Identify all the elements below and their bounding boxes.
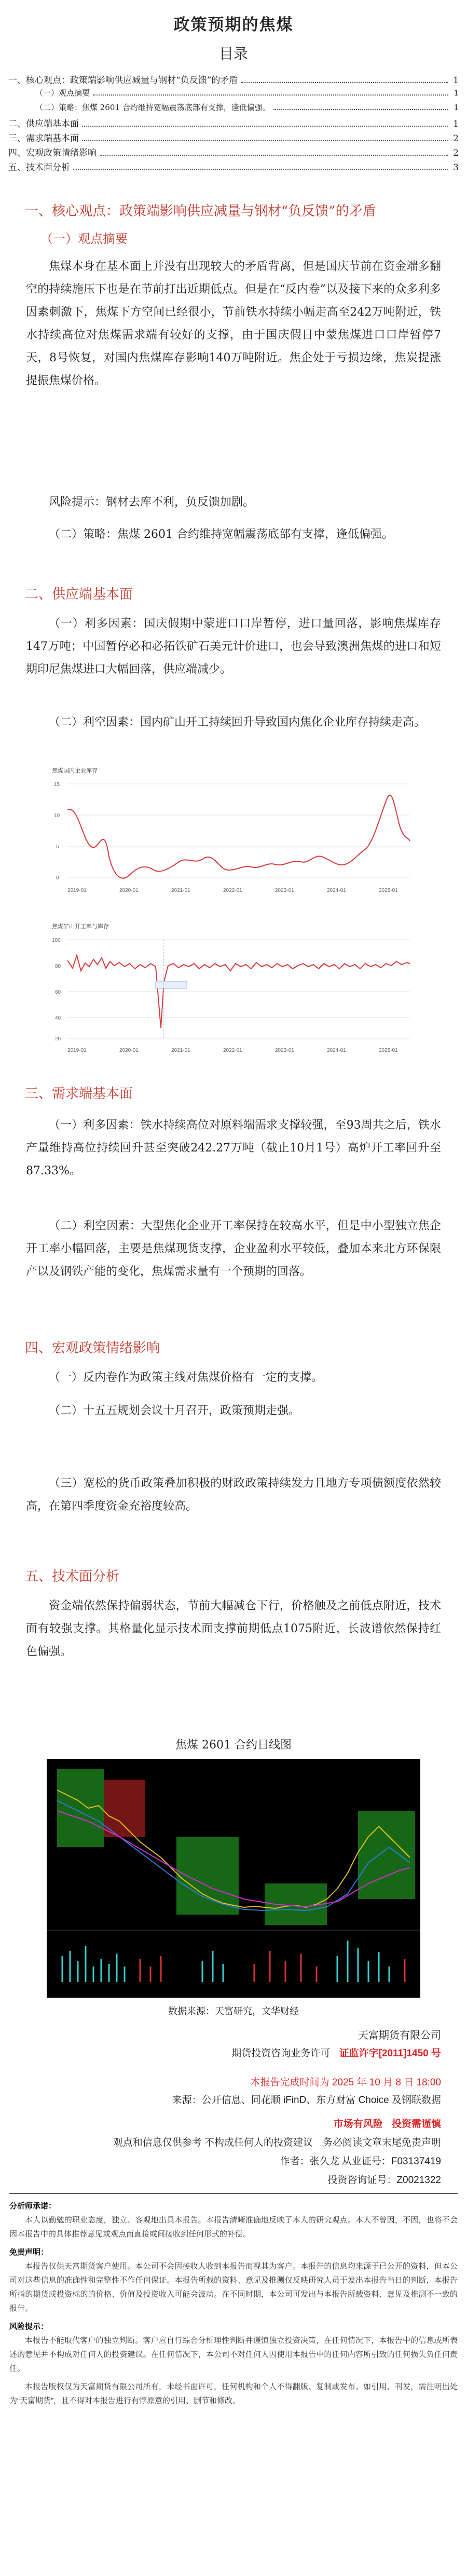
- toc-item[interactable]: 二、供应端基本面 1: [8, 119, 459, 129]
- strategy-paragraph: （二）策略：焦煤 2601 合约维持宽幅震荡底部有支撑，逢低偏强。: [49, 528, 393, 541]
- section-heading-supply: 二、供应端基本面: [25, 587, 133, 602]
- tooltip-box: [156, 981, 187, 988]
- section-heading-technical: 五、技术面分析: [25, 1569, 120, 1584]
- toc-item[interactable]: 四、宏观政策情绪影响 2: [8, 148, 459, 158]
- divider: [9, 2193, 458, 2194]
- kline-source: 数据来源：天富研究，文华财经: [168, 2006, 299, 2016]
- demand-positive-paragraph: （一）利多因素：铁水持续高位对原料端需求支撑较强，至93周共之后，铁水产量维持高位持续回升甚至突破242.27万吨（截止10月1号）高炉开工率回升至87.33%。: [26, 1119, 441, 1177]
- company-name: 天富期货有限公司: [358, 2030, 441, 2041]
- table-of-contents: [8, 73, 459, 174]
- license-line: 期货投资咨询业务许可 证监许字[2011]1450 号: [231, 2048, 441, 2059]
- consult-line: 投资咨询证号：Z0021322: [327, 2175, 441, 2186]
- section-heading-demand: 三、需求端基本面: [25, 1086, 133, 1102]
- x-tick: 2020-01: [119, 1048, 139, 1053]
- x-tick: 2020-01: [119, 888, 139, 893]
- toc-heading: 目录: [218, 45, 248, 62]
- risk-paragraph: 风险提示：钢材去库不利，负反馈加剧。: [49, 496, 255, 509]
- data-source: 来源：公开信息、同花顺 iFinD、东方财富 Choice 及钢联数据: [172, 2095, 441, 2106]
- macro-paragraph-2: （二）十五五规划会议十月召开，政策预期走强。: [49, 1404, 300, 1417]
- kline-caption: 焦煤 2601 合约日线图: [175, 1739, 292, 1752]
- analyst-commitment-text: 本人以勤勉的职业态度，独立、客观地出具本报告。本报告清晰准确地反映了本人的研究观点。本人不曾因，不因，也将不会因本报告中的具体推荐意见或观点而直接或间接收到任何形式的补偿。: [9, 2216, 458, 2239]
- disclaimer-section: [9, 2199, 458, 2412]
- y-tick: 5: [56, 844, 59, 850]
- copyright-text: 本报告版权仅为天富期货有限公司所有，未经书面许可，任何机构和个人不得翻版、复制或发布。如引用、刊发，需注明出处为“天富期货”，且不得对本报告进行有悖原意的引用、删节和修改。: [9, 2382, 458, 2405]
- y-tick: 80: [55, 964, 61, 969]
- supply-positive-paragraph: （一）利多因素：国庆假期中蒙进口口岸暂停，进口量回落，影响焦煤库存147万吨；中国暂停必和必拓铁矿石美元计价进口，也会导致澳洲焦煤的进口和短期印尼焦煤进口大幅回落，供应端减少。: [26, 617, 441, 676]
- x-tick: 2024-01: [327, 1048, 346, 1053]
- x-tick: 2021-01: [171, 1048, 190, 1053]
- toc-item[interactable]: （二）策略：焦煤 2601 合约维持宽幅震荡底部有支撑，逢低偏强。 1: [35, 103, 459, 112]
- x-tick: 2025-01: [379, 1048, 398, 1053]
- toc-item[interactable]: 三、需求端基本面 2: [8, 133, 459, 144]
- x-tick: 2019-01: [67, 888, 87, 893]
- demand-negative-paragraph: （二）利空因素：大型焦化企业开工率保持在较高水平，但是中小型独立焦企开工率小幅回落，主要是焦煤现货支撑，企业盈利水平较低，叠加本来北方环保限产以及钢铁产能的变化，焦煤需求量有一个预期的回落。: [26, 1219, 441, 1278]
- toc-item[interactable]: （一）观点摘要 1: [35, 88, 459, 98]
- analyst-commitment-heading: 分析师承诺：: [9, 2202, 57, 2211]
- x-tick: 2024-01: [327, 888, 346, 893]
- supply-negative-paragraph: （二）利空因素：国内矿山开工持续回升导致国内焦化企业库存持续走高。: [49, 716, 426, 729]
- y-tick: 15: [54, 782, 60, 788]
- y-tick: 60: [55, 989, 61, 995]
- risk-heading: 风险提示：: [9, 2322, 49, 2331]
- toc-item[interactable]: 一、核心观点：政策端影响供应减量与钢材“负反馈”的矛盾 1: [8, 75, 459, 86]
- y-tick: 40: [55, 1015, 61, 1021]
- y-tick: 0: [56, 875, 59, 881]
- y-tick: 10: [54, 813, 60, 819]
- x-tick: 2022-01: [223, 888, 242, 893]
- x-tick: 2021-01: [171, 888, 190, 893]
- risk-warning: 市场有风险 投资需谨慎: [333, 2119, 441, 2130]
- section-heading-macro: 四、宏观政策情绪影响: [25, 1340, 160, 1356]
- section-heading-core: 一、核心观点：政策端影响供应减量与钢材“负反馈”的矛盾: [25, 204, 376, 219]
- subheading-summary: （一）观点摘要: [40, 232, 128, 246]
- notice-line: 观点和信息仅供参考 不构成任何人的投资建议 务必阅读文章末尾免责声明: [113, 2137, 441, 2148]
- disclaimer-text: 本报告仅供天富期货客户使用。本公司不会因接收人收到本报告而视其为客户。本报告的信息均来源于已公开的资料，但本公司对这些信息的准确性和完整性不作任何保证。本报告所载的资料、意见及推测仅反映研究人员于发出本报告当日的判断，本报告所指的期货或投资标的的价格、价值及投资收入可能会波动。在不同时期，本公司可发出与本报告所载资料、意见及推测不一致的报告。: [9, 2262, 458, 2313]
- license-number: 证监许字[2011]1450 号: [339, 2048, 441, 2059]
- inventory-chart: [47, 763, 420, 909]
- summary-paragraph: 焦煤本身在基本面上并没有出现较大的矛盾背离，但是国庆节前在资金端多翻空的持续施压下也是在节前打出近期低点。但是在“反内卷”以及接下来的众多利多因素刺激下，焦煤下方空间已经很小，节前铁水持续小幅走高至242万吨附近，铁水持续高位对焦煤需求端有较好的支撑，由于国庆假日中蒙焦煤进口口岸暂停7天，8号恢复，对国内焦煤库存影响140万吨附近。焦企处于亏损边缘，焦炭提涨提振焦煤价格。: [26, 260, 441, 387]
- mine-operating-chart: [47, 919, 420, 1064]
- macro-paragraph-1: （一）反内卷作为政策主线对焦煤价格有一定的支撑。: [49, 1371, 323, 1384]
- author-line: 作者：张久龙 从业证号：F03137419: [280, 2156, 441, 2167]
- x-tick: 2019-01: [67, 1048, 87, 1053]
- disclaimer-heading: 免责声明：: [9, 2248, 49, 2257]
- inventory-series-line: [67, 795, 410, 878]
- toc-item[interactable]: 五、技术面分析 3: [8, 162, 459, 173]
- technical-paragraph: 资金端依然保持偏弱状态，节前大幅减仓下行，价格触及之前低点附近，技术面有较强支撑。其格量化显示技术面支撑前期低点1075附近，长波谱依然保持红色偏强。: [26, 1599, 441, 1658]
- chart-title: 焦煤国内企业库存: [52, 768, 98, 774]
- risk-text: 本报告不能取代客户的独立判断。客户应自行综合分析理性判断并谨慎独立投资决策，在任何情况下，本报告中的信息或所表述的意见并不构成对任何人的投资建议。在任何情况下，本公司不对任何人因使用本报告中的任何内容所引致的任何损失负任何责任。: [9, 2336, 458, 2373]
- completion-time: 本报告完成时间为 2025 年 10 月 8 日 18:00: [250, 2077, 441, 2088]
- x-tick: 2025-01: [379, 888, 398, 893]
- x-tick: 2023-01: [275, 1048, 294, 1053]
- macro-paragraph-3: （三）宽松的货币政策叠加积极的财政政策持续发力且地方专项债额度依然较高，在第四季度资金充裕度较高。: [26, 1477, 441, 1513]
- x-tick: 2023-01: [275, 888, 294, 893]
- y-tick: 100: [52, 938, 61, 943]
- chart-title: 焦煤矿山开工率与库存: [52, 924, 109, 930]
- report-title: 政策预期的焦煤: [173, 16, 294, 34]
- y-tick: 20: [55, 1036, 61, 1042]
- kline-chart: [47, 1759, 420, 1998]
- x-tick: 2022-01: [223, 1048, 242, 1053]
